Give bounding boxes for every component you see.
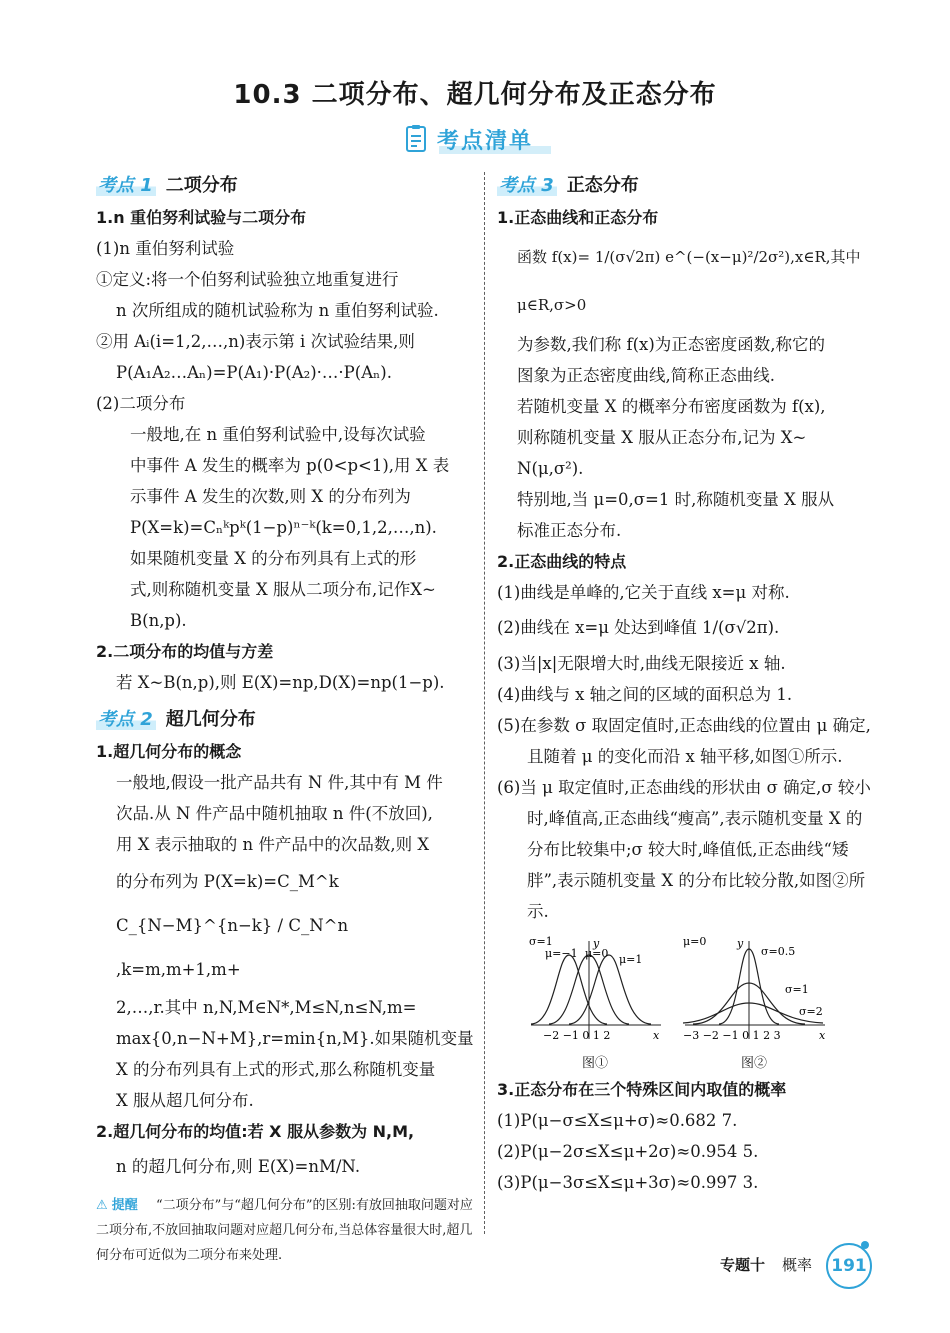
column-divider bbox=[484, 172, 485, 1234]
subheading: 2.超几何分布的均值:若 X 服从参数为 N,M, bbox=[96, 1122, 415, 1141]
reminder-note bbox=[96, 1193, 474, 1268]
formula-line: 函数 f(x)= 1/(σ√2π) e^(−(x−μ)²/2σ²),x∈R,其中 μ∈R,σ>0 bbox=[517, 248, 861, 314]
figure-1-caption: 图① bbox=[581, 1056, 608, 1071]
figure-2-chart bbox=[679, 935, 829, 1047]
subheading: 2.正态曲线的特点 bbox=[497, 552, 627, 571]
footer-subject: 专题十 bbox=[720, 1256, 766, 1274]
text-line: 图象为正态密度曲线,简称正态曲线. bbox=[517, 366, 775, 385]
text-line: 中事件 A 发生的概率为 p(0<p<1),用 X 表 bbox=[130, 456, 450, 475]
text-line: 示事件 A 发生的次数,则 X 的分布列为 bbox=[130, 487, 411, 506]
fig1-x-label: x bbox=[653, 1029, 660, 1042]
fig2-x-label: x bbox=[819, 1029, 826, 1042]
figure-1 bbox=[525, 935, 665, 1074]
footer-category: 概率 bbox=[782, 1256, 813, 1274]
text-paragraph: (6)当 μ 取定值时,正态曲线的形状由 σ 确定,σ 较小时,峰值高,正态曲线“瘦高”,表示随机变量 X 的分布比较集中;σ 较大时,峰值低,正态曲线“矮胖”,表示随机变量 X 的分布比较分散,如图②所示. bbox=[497, 778, 871, 921]
text-line: (3)当|x|无限增大时,曲线无限接近 x 轴. bbox=[497, 654, 786, 673]
text-line: 一般地,假设一批产品共有 N 件,其中有 M 件 bbox=[116, 773, 443, 792]
text-line: X 服从超几何分布. bbox=[116, 1091, 254, 1110]
text-line: 如果随机变量 X 的分布列具有上式的形 bbox=[130, 549, 417, 568]
text-line: X 的分布列具有上式的形式,那么称随机变量 bbox=[116, 1060, 436, 1079]
fig2-s2: σ=1 bbox=[785, 983, 809, 996]
fig1-y-label: y bbox=[593, 937, 600, 950]
fig1-ticks: −2 −1 0 1 2 bbox=[543, 1029, 611, 1042]
text-line: 次品.从 N 件产品中随机抽取 n 件(不放回), bbox=[116, 804, 433, 823]
text-line: 式,则称随机变量 X 服从二项分布,记作X~ bbox=[130, 580, 436, 599]
fig2-ticks: −3 −2 −1 0 1 2 3 bbox=[683, 1029, 781, 1042]
section-heading-1: 考点 1 二项分布 bbox=[98, 175, 238, 196]
formula-line: (3)P(μ−3σ≤X≤μ+3σ)≈0.997 3. bbox=[497, 1173, 759, 1192]
formula-line: 的分布列为 P(X=k)=C_M^k C_{N−M}^{n−k} / C_N^n ,k=m,m+1,m+ bbox=[116, 872, 349, 979]
note-text: “二项分布”与“超几何分布”的区别:有放回抽取问题对应二项分布,不放回抽取问题对应超几何分布,当总体容量很大时,超几何分布可近似为二项分布来处理. bbox=[96, 1198, 473, 1263]
note-label: 提醒 bbox=[111, 1198, 138, 1213]
formula-line: P(A₁A₂…Aₙ)=P(A₁)·P(A₂)·…·P(Aₙ). bbox=[116, 363, 392, 382]
checklist-icon bbox=[405, 124, 429, 154]
figure-2 bbox=[679, 935, 829, 1074]
left-column bbox=[96, 168, 474, 1268]
text-line: 若随机变量 X 的概率分布密度函数为 f(x), bbox=[517, 397, 826, 416]
text-line: 则称随机变量 X 服从正态分布,记为 X~ bbox=[517, 428, 807, 447]
formula-line: (1)P(μ−σ≤X≤μ+σ)≈0.682 7. bbox=[497, 1111, 738, 1130]
subheading: 3.正态分布在三个特殊区间内取值的概率 bbox=[497, 1080, 787, 1099]
fig2-y-label: y bbox=[737, 937, 744, 950]
text-line: (1)曲线是单峰的,它关于直线 x=μ 对称. bbox=[497, 583, 790, 602]
text-line: 特别地,当 μ=0,σ=1 时,称随机变量 X 服从 bbox=[517, 490, 835, 509]
text-line: 用 X 表示抽取的 n 件产品中的次品数,则 X bbox=[116, 835, 430, 854]
formula-line: P(X=k)=Cₙᵏpᵏ(1−p)ⁿ⁻ᵏ(k=0,1,2,…,n). bbox=[130, 518, 437, 537]
figures bbox=[525, 935, 875, 1074]
right-column bbox=[497, 168, 875, 1198]
page-number: 191 bbox=[826, 1243, 872, 1289]
warning-icon: ⚠ bbox=[96, 1198, 108, 1213]
subheading: 2.二项分布的均值与方差 bbox=[96, 642, 274, 661]
page-title: 10.3 二项分布、超几何分布及正态分布 bbox=[233, 80, 717, 110]
text-line: 2,…,r.其中 n,N,M∈N*,M≤N,n≤N,m= bbox=[116, 998, 417, 1017]
fig1-mu-a: μ=−1 bbox=[545, 947, 578, 960]
text-line: (2)曲线在 x=μ 处达到峰值 1/(σ√2π). bbox=[497, 618, 780, 637]
figure-1-chart bbox=[525, 935, 665, 1047]
text-line: n 次所组成的随机试验称为 n 重伯努利试验. bbox=[116, 301, 439, 320]
section-banner bbox=[405, 120, 555, 160]
text-line: ②用 Aᵢ(i=1,2,…,n)表示第 i 次试验结果,则 bbox=[96, 332, 415, 351]
text-line: B(n,p). bbox=[130, 611, 187, 630]
text-line: 为参数,我们称 f(x)为正态密度函数,称它的 bbox=[517, 335, 826, 354]
text-line: 标准正态分布. bbox=[517, 521, 622, 540]
fig1-mu-b: μ=0 bbox=[585, 947, 609, 960]
section-heading-3: 考点 3 正态分布 bbox=[499, 175, 639, 196]
subheading: 1.超几何分布的概念 bbox=[96, 742, 242, 761]
text-line: ①定义:将一个伯努利试验独立地重复进行 bbox=[96, 270, 399, 289]
text-paragraph: (5)在参数 σ 取固定值时,正态曲线的位置由 μ 确定,且随着 μ 的变化而沿 x 轴平移,如图①所示. bbox=[497, 716, 871, 766]
text-line: max{0,n−N+M},r=min{n,M}.如果随机变量 bbox=[116, 1029, 474, 1048]
text-line: (1)n 重伯努利试验 bbox=[96, 239, 235, 258]
formula-line: n 的超几何分布,则 E(X)=nM/N. bbox=[116, 1157, 361, 1176]
formula-line: 若 X~B(n,p),则 E(X)=np,D(X)=np(1−p). bbox=[116, 673, 445, 692]
text-line: (4)曲线与 x 轴之间的区域的面积总为 1. bbox=[497, 685, 793, 704]
fig2-s1: σ=0.5 bbox=[761, 945, 796, 958]
fig1-mu-c: μ=1 bbox=[619, 953, 643, 966]
fig2-mu-label: μ=0 bbox=[683, 935, 707, 948]
formula-line: (2)P(μ−2σ≤X≤μ+2σ)≈0.954 5. bbox=[497, 1142, 759, 1161]
fig1-sigma-label: σ=1 bbox=[529, 935, 553, 948]
banner-text: 考点清单 bbox=[437, 129, 534, 154]
section-heading-2: 考点 2 超几何分布 bbox=[98, 709, 256, 730]
figure-2-caption: 图② bbox=[740, 1056, 767, 1071]
text-line: (2)二项分布 bbox=[96, 394, 186, 413]
subheading: 1.n 重伯努利试验与二项分布 bbox=[96, 208, 307, 227]
text-line: N(μ,σ²). bbox=[517, 459, 584, 478]
page-dot bbox=[861, 1241, 869, 1249]
text-line: 一般地,在 n 重伯努利试验中,设每次试验 bbox=[130, 425, 426, 444]
fig2-s3: σ=2 bbox=[799, 1005, 823, 1018]
subheading: 1.正态曲线和正态分布 bbox=[497, 208, 659, 227]
